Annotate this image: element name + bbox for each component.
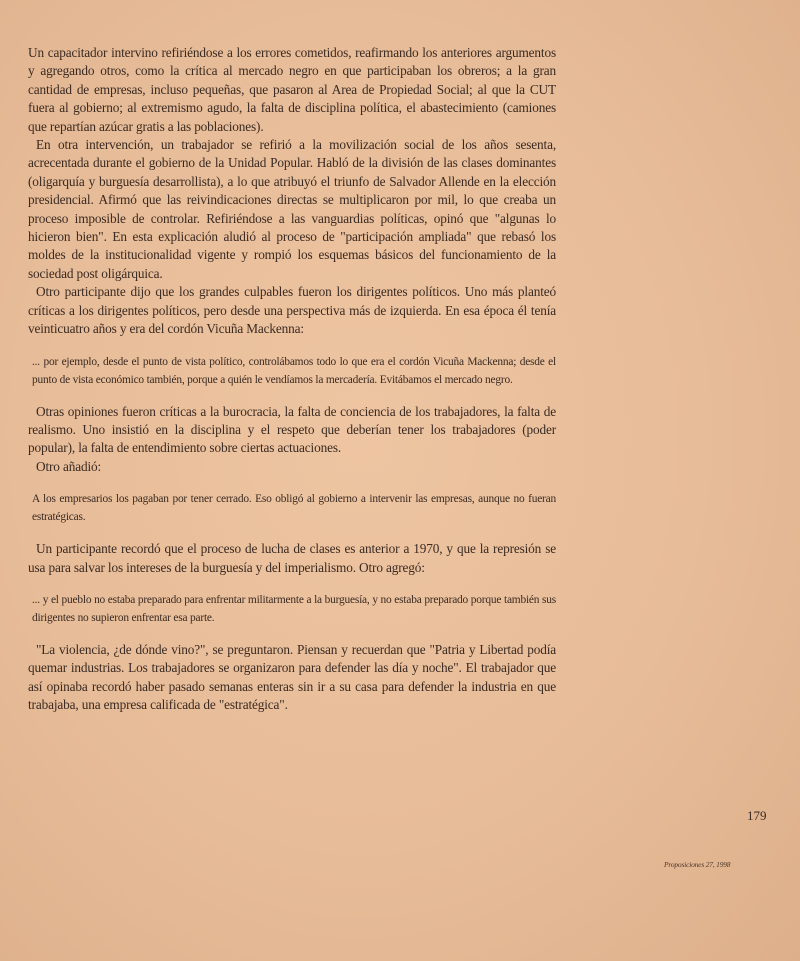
paragraph-trabajador: En otra intervención, un trabajador se refirió a la movilización social de los años sesenta, acrecentada durante el gobierno de la Unidad Popular. Habló de la división de las clases dominantes (oligarquía y burguesía desarrollista), a lo que atribuyó el triunfo de Salvador Allende en la elección presidencial. Afirmó que las reivindicaciones directas se multiplicaron por mil, lo que creaba un proceso imposible de controlar. Refiriéndose a las vanguardias políticas, opinó que "algunas lo hicieron bien". En esta explicación aludió al proceso de "participación ampliada" que rebasó los moldes de la institucionalidad vigente y rompió los esquemas básicos del funcionamiento de la sociedad post oligárquica. [28,137,556,281]
quote-pueblo: ... y el pueblo no estaba preparado para enfrentar militarmente a la burguesía, y no estaba preparado porque también sus dirigentes no supieron enfrentar esa parte. [32,593,556,624]
quote-empresarios: A los empresarios los pagaban por tener cerrado. Eso obligó al gobierno a intervenir las empresas, aunque no fueran estratégicas. [32,493,556,524]
paragraph-violencia: "La violencia, ¿de dónde vino?", se preguntaron. Piensan y recuerdan que "Patria y Libertad podía quemar industrias. Los trabajadores se organizaron para defender las día y noche". El trabajador que así opinaba recordó haber pasado semanas enteras sin ir a su casa para defender la industria en que trabajaba, una empresa calificada de "estratégica". [28,641,556,713]
footer-credit: Proposiciones 27, 1998 [664,860,731,869]
paragraph-participante: Otro participante dijo que los grandes culpables fueron los dirigentes políticos. Uno más planteó críticas a los dirigentes políticos, pero desde una perspectiva más de izquierda. En esa época él tenía veinticuatro años y era del cordón Vicuña Mackenna: [28,284,556,337]
paragraph-otro-anadio: Otro añadió: [36,458,102,474]
paragraph-opiniones: Otras opiniones fueron críticas a la burocracia, la falta de conciencia de los trabajadores, la falta de realismo. Uno insistió en la disciplina y el respeto que deberían tener los trabajadores (poder popular), la falta de entendimiento sobre ciertas actuaciones. [28,403,556,456]
paragraph-lucha-clases: Un participante recordó que el proceso de lucha de clases es anterior a 1970, y que la represión se usa para salvar los intereses de la burguesía y del imperialismo. Otro agregó: [28,541,556,575]
page-number: 179 [747,808,767,823]
body-text [28,44,556,715]
quote-cordon: ... por ejemplo, desde el punto de vista político, controlábamos todo lo que era el cordón Vicuña Mackenna; desde el punto de vista económico también, porque a quién le vendíamos la mercadería. Evitábamos el mercado negro. [32,355,556,386]
paragraph-capacitador: Un capacitador intervino refiriéndose a los errores cometidos, reafirmando los anteriores argumentos y agregando otros, como la crítica al mercado negro en que participaban los obreros; a la gran cantidad de empresas, incluso pequeñas, que pasaron al Area de Propiedad Social; al que la CUT fuera al gobierno; al extremismo agudo, la falta de disciplina política, el abastecimiento (camiones que repartían azúcar gratis a las poblaciones). [28,45,556,134]
